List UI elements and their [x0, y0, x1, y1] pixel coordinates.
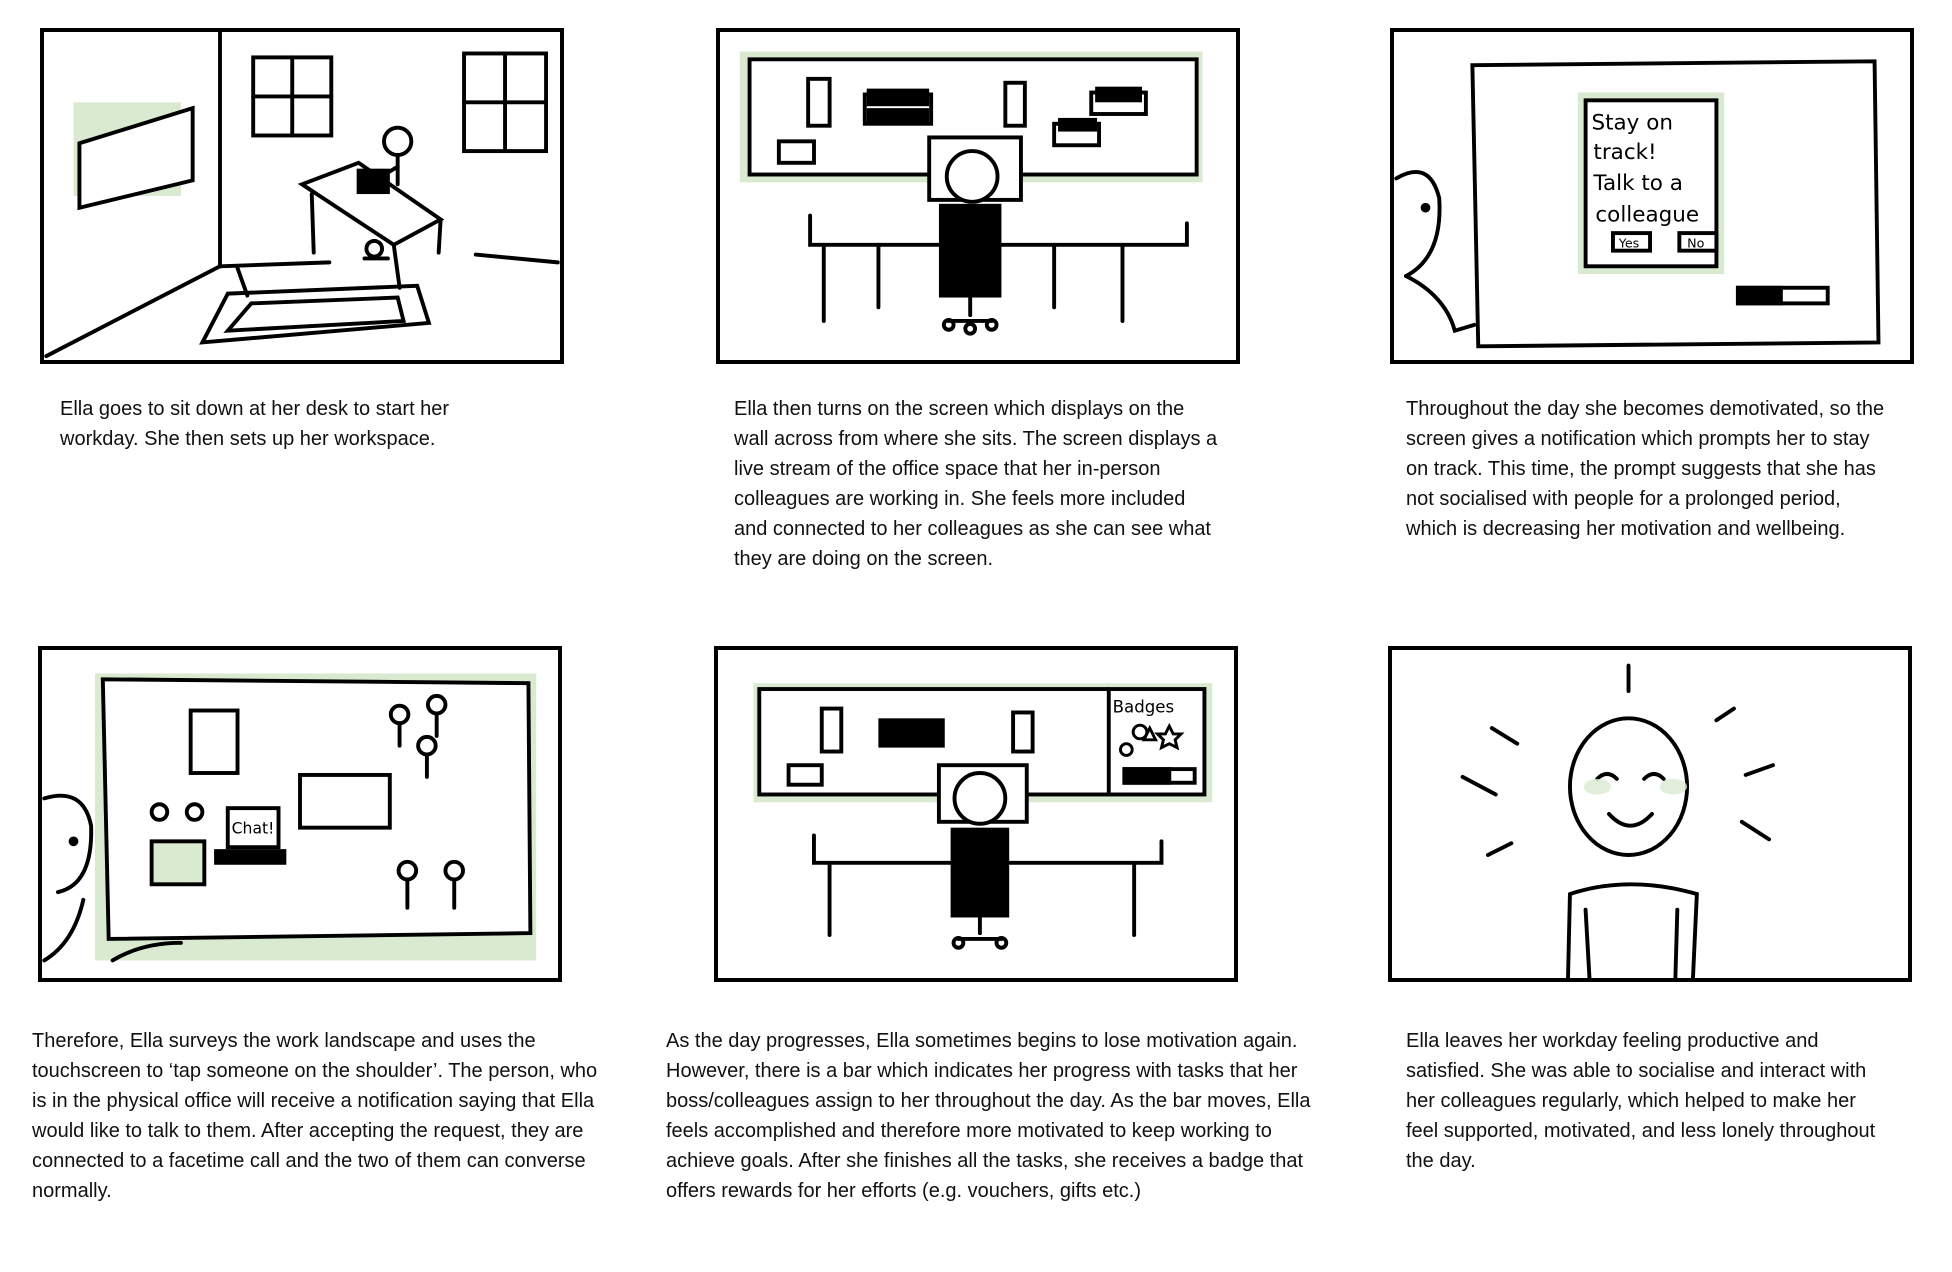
- sketch-happy-ella: [1392, 650, 1908, 978]
- panel-4-caption: Therefore, Ella surveys the work landscape and uses the touchscreen to ‘tap someone on the shoulder’. The person, who is in the physical office will receive a notification saying that Ella would like to talk to them. After accepting the request, they are connected to a facetime call and the two of them can converse normally.: [32, 1030, 598, 1202]
- notification-line-4: colleague: [1595, 202, 1700, 228]
- panel-2-caption: Ella then turns on the screen which displays on the wall across from where she sits. The screen displays a live stream of the office space that her in-person colleagues are working in. She feels more included and connected to her colleagues as she can see what they are doing on the screen.: [734, 398, 1218, 570]
- notification-yes-button: Yes: [1618, 235, 1640, 251]
- storyboard-panel-3: [1390, 28, 1914, 364]
- panel-3-caption: Throughout the day she becomes demotivated, so the screen gives a notification which prompts her to stay on track. This time, the prompt suggests that she has not socialised with people for a prolonged period, which is decreasing her motivation and wellbeing.: [1406, 398, 1885, 540]
- notification-line-2: track!: [1593, 139, 1657, 165]
- notification-line-1: Stay on: [1591, 110, 1673, 136]
- sketch-screen-notification: [1394, 32, 1910, 360]
- panel-6-caption: Ella leaves her workday feeling productive and satisfied. She was able to socialise and interact with her colleagues regularly, which helped to make her feel supported, motivated, and less lonely throughout the day.: [1406, 1030, 1876, 1172]
- storyboard-panel-1: [40, 28, 564, 364]
- storyboard-panel-2: [716, 28, 1240, 364]
- notification-line-3: Talk to a: [1593, 171, 1683, 197]
- chat-bubble-label: Chat!: [231, 819, 275, 838]
- storyboard-panel-5: [714, 646, 1238, 982]
- sketch-wall-screen-livestream: [720, 32, 1236, 360]
- notification-no-button: No: [1687, 235, 1705, 251]
- badges-label: Badges: [1112, 697, 1175, 717]
- storyboard-panel-6: [1388, 646, 1912, 982]
- sketch-progress-bar-badges: [718, 650, 1234, 978]
- panel-5-caption: As the day progresses, Ella sometimes begins to lose motivation again. However, there is a bar which indicates her progress with tasks that her boss/colleagues assign to her throughout the day. As the bar moves, Ella feels accomplished and therefore more motivated to keep working to achieve goals. After she finishes all the tasks, she receives a badge that offers rewards for her efforts (e.g. vouchers, gifts etc.): [666, 1030, 1311, 1202]
- storyboard-panel-4: [38, 646, 562, 982]
- panel-1-caption: Ella goes to sit down at her desk to start her workday. She then sets up her workspace.: [60, 398, 450, 450]
- sketch-ella-desk-room: [44, 32, 560, 360]
- sketch-touchscreen-tap-shoulder: [42, 650, 558, 978]
